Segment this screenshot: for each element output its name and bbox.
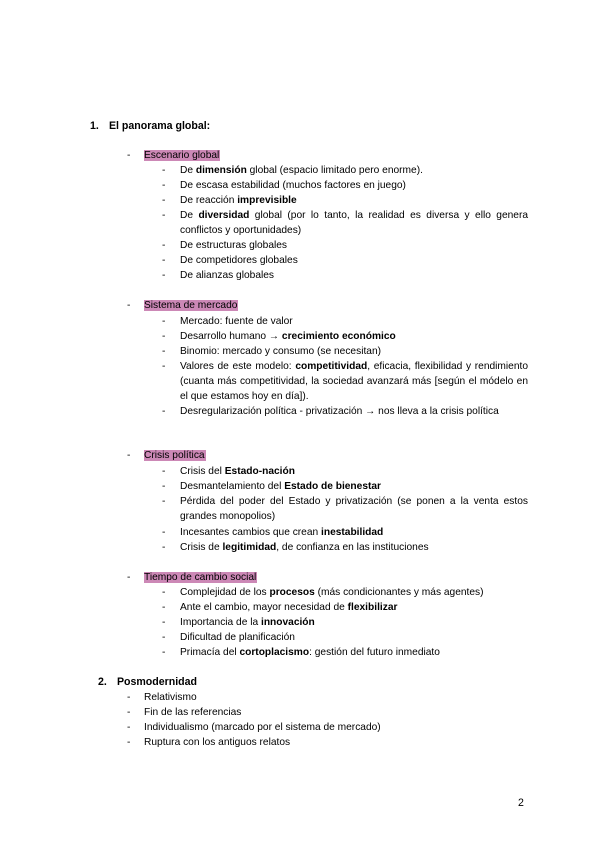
- list-item: [162, 600, 528, 615]
- bold-term: flexibilizar: [347, 602, 398, 613]
- list-item: [162, 268, 528, 283]
- list-item-text: Complejidad de los procesos (más condicionantes y más agentes): [180, 587, 484, 598]
- bullet-dash: -: [162, 632, 166, 643]
- bullet-dash: -: [162, 255, 166, 266]
- list-item: [162, 494, 528, 524]
- list-item-text: De diversidad global (por lo tanto, la realidad es diversa y ello genera conflictos y oportunidades): [180, 210, 529, 237]
- bold-term: innovación: [260, 617, 315, 628]
- subsection-label: Tiempo de cambio social: [144, 572, 257, 583]
- list-item-text: Incesantes cambios que crean inestabilidad: [180, 527, 384, 538]
- list-item-text: Pérdida del poder del Estado y privatización (se ponen a la venta estos grandes monopolios): [180, 496, 528, 523]
- list-item-text: De reacción imprevisible: [180, 195, 297, 206]
- section-1-heading: [90, 120, 210, 132]
- bullet-dash: -: [127, 572, 131, 583]
- list-item-text: De alianzas globales: [180, 270, 275, 281]
- list-item: [162, 479, 528, 494]
- bold-term: Estado de bienestar: [284, 481, 382, 492]
- bullet-dash: -: [127, 150, 131, 161]
- list-item: [162, 178, 528, 193]
- subsection-heading: [127, 571, 257, 585]
- bullet-dash: -: [127, 707, 131, 718]
- list-item: [127, 735, 290, 750]
- section-2-heading: [98, 676, 197, 688]
- bullet-dash: -: [162, 647, 166, 658]
- subsection-label: Sistema de mercado: [144, 300, 238, 311]
- list-item: [162, 404, 528, 419]
- bullet-dash: -: [162, 496, 166, 507]
- list-item: [162, 163, 528, 178]
- bullet-dash: -: [162, 316, 166, 327]
- list-item: [162, 193, 528, 208]
- bold-term: crecimiento económico: [281, 331, 396, 342]
- section-2-number: 2.: [98, 676, 107, 688]
- bold-term: imprevisible: [237, 195, 297, 206]
- list-item: [162, 329, 528, 344]
- bullet-dash: -: [127, 722, 131, 733]
- list-item: [162, 253, 528, 268]
- list-item: [162, 314, 528, 329]
- list-item: [127, 690, 197, 705]
- list-item-text: Mercado: fuente de valor: [180, 316, 293, 327]
- list-item-text: Desregularización política - privatización → nos lleva a la crisis política: [180, 406, 499, 417]
- subsection-heading: [127, 299, 238, 313]
- list-item-text: De escasa estabilidad (muchos factores en juego): [180, 180, 406, 191]
- list-item-text: Relativismo: [144, 692, 197, 703]
- list-item: [162, 585, 528, 600]
- bullet-dash: -: [162, 270, 166, 281]
- bold-term: legitimidad: [222, 542, 277, 553]
- bullet-dash: -: [162, 617, 166, 628]
- list-item-text: Ruptura con los antiguos relatos: [144, 737, 291, 748]
- bold-term: inestabilidad: [321, 527, 384, 538]
- list-item: [162, 615, 528, 630]
- bullet-dash: -: [162, 180, 166, 191]
- bullet-dash: -: [162, 195, 166, 206]
- list-item: [127, 705, 241, 720]
- bullet-dash: -: [162, 481, 166, 492]
- bullet-dash: -: [162, 527, 166, 538]
- bullet-dash: -: [162, 331, 166, 342]
- list-item-text: Desarrollo humano → crecimiento económico: [180, 331, 396, 342]
- subsection-heading: [127, 449, 206, 463]
- bullet-dash: -: [162, 165, 166, 176]
- bold-term: Estado-nación: [224, 466, 295, 477]
- list-item-text: Valores de este modelo: competitividad, eficacia, flexibilidad y rendimiento (cuanta más competitividad, la sociedad avanzará más [según el módelo en el que estamos hoy en día]).: [180, 361, 528, 403]
- list-item-text: Importancia de la innovación: [180, 617, 315, 628]
- bullet-dash: -: [127, 692, 131, 703]
- bullet-dash: -: [162, 346, 166, 357]
- list-item-text: Dificultad de planificación: [180, 632, 295, 643]
- list-item-text: Individualismo (marcado por el sistema de mercado): [144, 722, 381, 733]
- bullet-dash: -: [162, 361, 166, 372]
- bullet-dash: -: [127, 300, 131, 311]
- list-item: [162, 645, 528, 660]
- bullet-dash: -: [162, 466, 166, 477]
- subsection-label: Crisis política: [144, 450, 205, 461]
- bold-term: procesos: [269, 587, 315, 598]
- list-item: [162, 208, 528, 238]
- list-item: [162, 359, 528, 405]
- list-item: [162, 238, 528, 253]
- section-2-title: Posmodernidad: [116, 676, 198, 688]
- list-item-text: Crisis de legitimidad, de confianza en las instituciones: [180, 542, 429, 553]
- list-item-text: Desmantelamiento del Estado de bienestar: [180, 481, 382, 492]
- list-item: [162, 344, 528, 359]
- list-item: [127, 720, 381, 735]
- list-item: [162, 630, 528, 645]
- bullet-dash: -: [162, 542, 166, 553]
- list-item-text: Ante el cambio, mayor necesidad de flexibilizar: [180, 602, 398, 613]
- list-item-text: Crisis del Estado-nación: [180, 466, 295, 477]
- page-number: 2: [518, 797, 524, 809]
- bullet-dash: -: [162, 406, 166, 417]
- subsection-label: Escenario global: [144, 150, 220, 161]
- bullet-dash: -: [127, 450, 131, 461]
- bullet-dash: -: [162, 240, 166, 251]
- bold-term: dimensión: [195, 165, 247, 176]
- list-item: [162, 464, 528, 479]
- list-item-text: De estructuras globales: [180, 240, 288, 251]
- bullet-dash: -: [162, 602, 166, 613]
- list-item-text: De dimensión global (espacio limitado pero enorme).: [180, 165, 423, 176]
- bold-term: cortoplacismo: [239, 647, 310, 658]
- list-item-text: Binomio: mercado y consumo (se necesitan): [180, 346, 382, 357]
- subsection-heading: [127, 149, 220, 163]
- bullet-dash: -: [162, 587, 166, 598]
- section-1-number: 1.: [90, 120, 99, 132]
- section-1-title: El panorama global:: [108, 120, 211, 132]
- list-item-text: Fin de las referencias: [144, 707, 242, 718]
- bullet-dash: -: [162, 210, 166, 221]
- bold-term: diversidad: [198, 210, 250, 221]
- list-item-text: Primacía del cortoplacismo: gestión del futuro inmediato: [180, 647, 440, 658]
- list-item-text: De competidores globales: [180, 255, 298, 266]
- bold-term: competitividad: [295, 361, 368, 372]
- list-item: [162, 525, 528, 540]
- list-item: [162, 540, 528, 555]
- bullet-dash: -: [127, 737, 131, 748]
